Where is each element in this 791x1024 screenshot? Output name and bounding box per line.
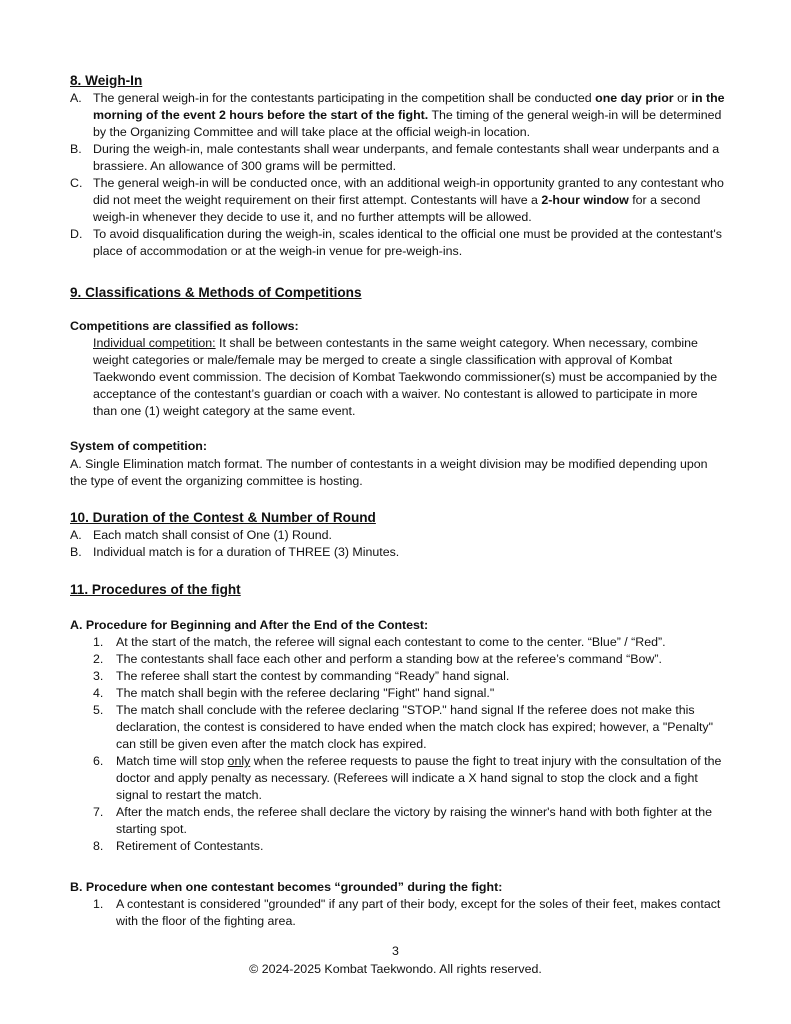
list-marker: 4.	[93, 686, 104, 700]
list-text: Match time will stop	[116, 754, 228, 768]
list-text: The match shall conclude with the referee declaring "STOP." hand signal If the referee does not make this declaration, the contest is considered to have ended when the match clock has expired; however, a "Penalty" can still be given even after the match clock has expired.	[116, 703, 714, 751]
list-item	[70, 226, 725, 260]
procedure-b-list	[93, 896, 725, 930]
list-text: The match shall begin with the referee declaring "Fight" hand signal."	[116, 686, 495, 700]
list-text: 2-hour window	[541, 193, 629, 207]
list-text: After the match ends, the referee shall declare the victory by raising the winner's hand with both fighter at the starting spot.	[116, 805, 713, 836]
list-text: During the weigh-in, male contestants shall wear underpants, and female contestants shall wear underpants and a brassiere. An allowance of 300 grams will be permitted.	[93, 142, 720, 173]
list-item	[93, 753, 725, 804]
list-marker: D.	[70, 227, 83, 241]
list-item	[70, 90, 725, 141]
list-item	[70, 175, 725, 226]
list-text: The general weigh-in for the contestants participating in the competition shall be conducted	[93, 91, 596, 105]
copyright-notice: © 2024-2025 Kombat Taekwondo. All rights reserved.	[249, 962, 542, 976]
list-text: The timing of the general weigh-in will be determined by the Organizing Committee and will take place at the official weigh-in location.	[93, 108, 722, 139]
list-marker: 3.	[93, 669, 104, 683]
list-item	[93, 702, 725, 753]
individual-competition-paragraph	[93, 335, 723, 420]
list-item	[93, 634, 725, 651]
list-marker: 1.	[93, 635, 104, 649]
individual-competition-text: It shall be between contestants in the same weight category. When necessary, combine weight categories or male/female may be merged to create a single classification with approval of Kombat Taekwondo event commission. The decision of Kombat Taekwondo commissioner(s) must be accompanied by the acceptance of the contestant’s guardian or coach with a waiver. No contestant is allowed to participate in more than one (1) weight category at the same event.	[93, 336, 718, 418]
list-marker: B.	[70, 142, 82, 156]
list-item	[93, 896, 725, 930]
list-text: The referee shall start the contest by commanding “Ready” hand signal.	[116, 669, 510, 683]
list-text: only	[227, 754, 251, 768]
list-marker: 1.	[93, 897, 104, 911]
list-text: A contestant is considered "grounded" if any part of their body, except for the soles of their feet, makes contact with the floor of the fighting area.	[116, 897, 721, 928]
page-number: 3	[392, 944, 399, 958]
list-marker: 8.	[93, 839, 104, 853]
list-marker: 5.	[93, 703, 104, 717]
system-heading: System of competition:	[70, 439, 207, 453]
individual-competition-label: Individual competition:	[93, 336, 216, 350]
list-item	[93, 685, 725, 702]
list-text: Each match shall consist of One (1) Round.	[93, 528, 332, 542]
list-text: Individual match is for a duration of THREE (3) Minutes.	[93, 545, 400, 559]
section-10-list	[70, 527, 725, 561]
section-9-title: 9. Classifications & Methods of Competitions	[70, 285, 362, 300]
list-item	[70, 141, 725, 175]
section-10-title: 10. Duration of the Contest & Number of Round	[70, 510, 376, 525]
list-marker: C.	[70, 176, 83, 190]
system-paragraph: A. Single Elimination match format. The number of contestants in a weight division may be modified depending upon the type of event the organizing committee is hosting.	[70, 457, 708, 488]
list-marker: 6.	[93, 754, 104, 768]
list-marker: 2.	[93, 652, 104, 666]
procedure-a-list	[93, 634, 725, 855]
list-marker: A.	[70, 528, 82, 542]
list-marker: 7.	[93, 805, 104, 819]
list-text: or	[673, 91, 692, 105]
list-text: At the start of the match, the referee will signal each contestant to come to the center. “Blue” / “Red”.	[116, 635, 666, 649]
procedure-b-heading: B. Procedure when one contestant becomes “grounded” during the fight:	[70, 880, 503, 894]
list-text: The general weigh-in will be conducted once, with an additional weigh-in opportunity granted to any contestant who did not meet the weight requirement on their first attempt. Contestants will have a	[93, 176, 724, 207]
list-text: The contestants shall face each other and perform a standing bow at the referee’s command “Bow”.	[116, 652, 662, 666]
section-8-title: 8. Weigh-In	[70, 73, 143, 88]
list-text: one day prior	[595, 91, 674, 105]
list-item	[93, 668, 725, 685]
list-marker: A.	[70, 91, 82, 105]
list-item	[70, 527, 725, 544]
list-text: To avoid disqualification during the weigh-in, scales identical to the official one must be provided at the contestant's place of accommodation or at the weigh-in venue for pre-weigh-ins.	[93, 227, 722, 258]
list-text: for a second weigh-in whenever they decide to use it, and no further attempts will be allowed.	[93, 193, 701, 224]
list-text: when the referee requests to pause the fight to treat injury with the consultation of the doctor and apply penalty as necessary. (Referees will indicate a X hand signal to stop the clock and a fight signal to restart the match.	[116, 754, 722, 802]
list-marker: B.	[70, 545, 82, 559]
procedure-a-heading: A. Procedure for Beginning and After the End of the Contest:	[70, 618, 429, 632]
list-item	[93, 651, 725, 668]
classified-heading: Competitions are classified as follows:	[70, 319, 299, 333]
list-text: in the morning of the event 2 hours before the start of the fight.	[93, 91, 725, 122]
list-item	[93, 804, 725, 838]
list-item	[70, 544, 725, 561]
section-8-list	[70, 90, 725, 260]
section-11-title: 11. Procedures of the fight	[70, 582, 241, 597]
list-item	[93, 838, 725, 855]
list-text: Retirement of Contestants.	[116, 839, 264, 853]
